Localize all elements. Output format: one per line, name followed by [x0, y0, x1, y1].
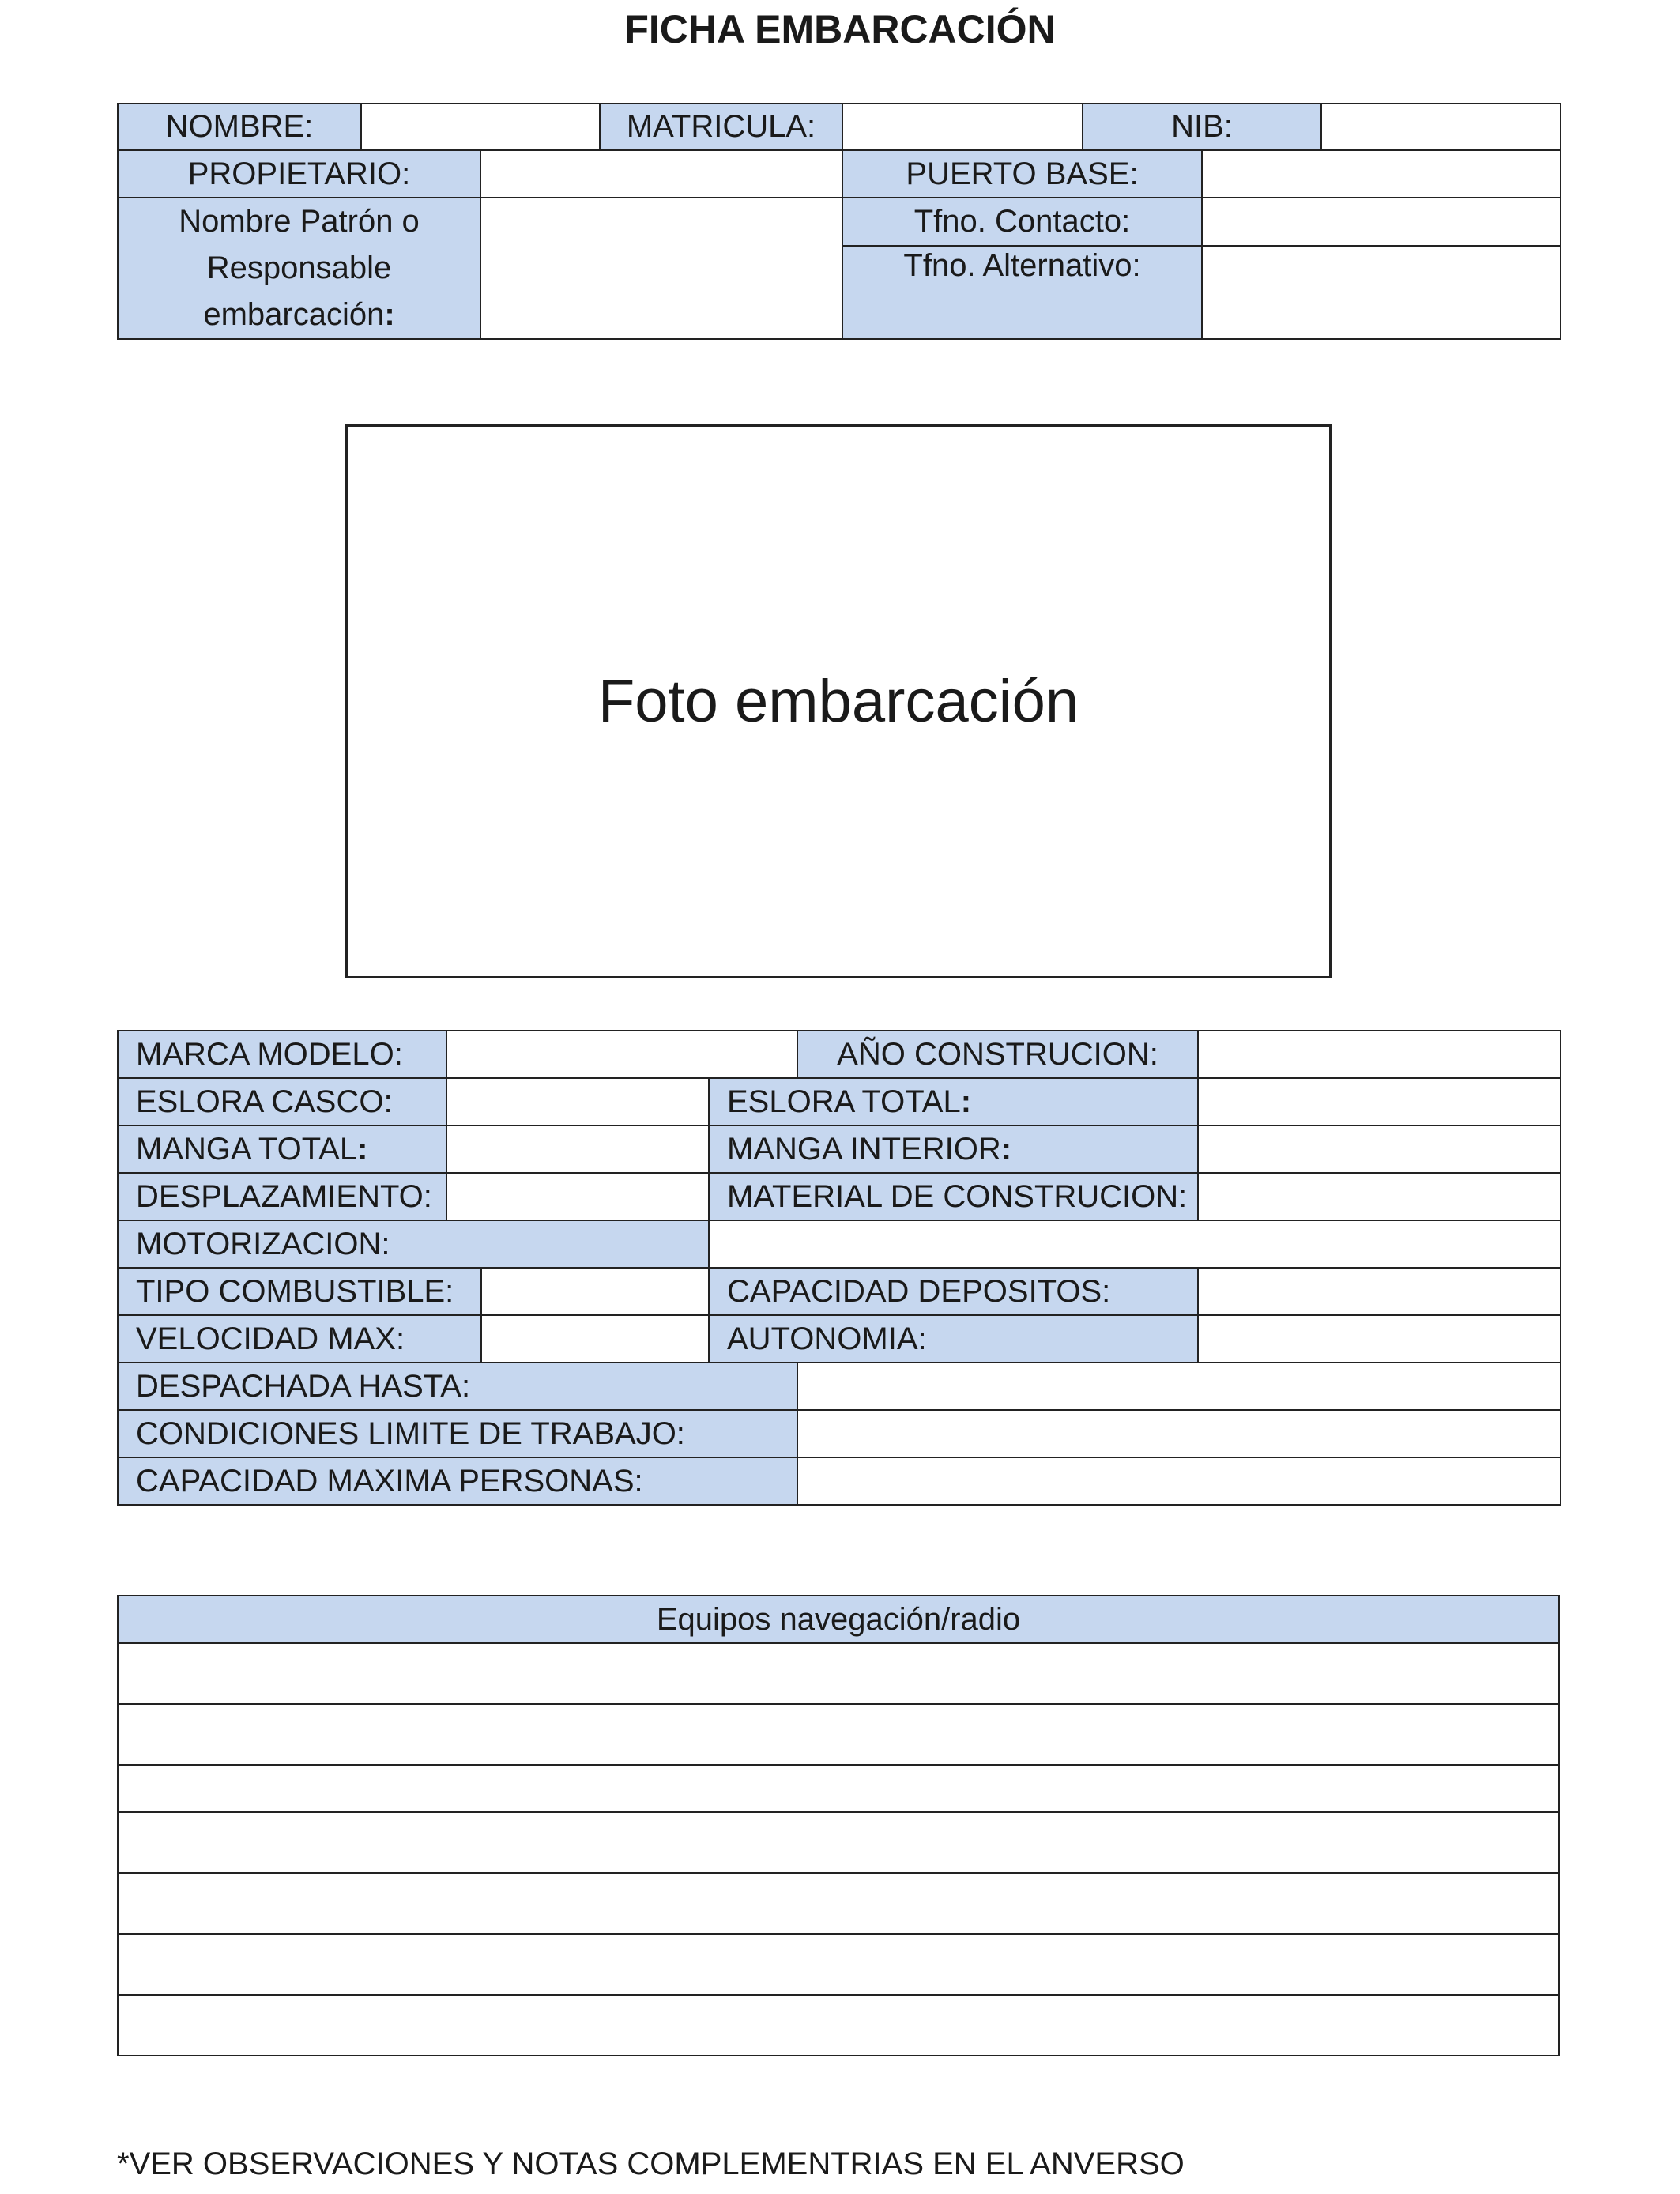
desplazamiento-field[interactable] — [446, 1173, 709, 1220]
patron-field[interactable] — [480, 198, 842, 339]
capacidad-maxima-personas-label: CAPACIDAD MAXIMA PERSONAS: — [118, 1457, 797, 1505]
manga-interior-colon: : — [1000, 1131, 1012, 1167]
manga-interior-label — [709, 1125, 1198, 1173]
propietario-field[interactable] — [480, 150, 842, 198]
manga-total-colon: : — [357, 1131, 368, 1167]
propietario-label: PROPIETARIO: — [118, 150, 480, 198]
photo-placeholder-label: Foto embarcación — [597, 668, 1079, 735]
equipment-row[interactable] — [118, 1995, 1559, 2056]
manga-interior-field[interactable] — [1198, 1125, 1561, 1173]
eslora-total-colon: : — [960, 1084, 972, 1119]
tfno-contacto-label: Tfno. Contacto: — [842, 198, 1202, 246]
patron-label-line2: Responsable — [206, 251, 392, 285]
despachada-hasta-label: DESPACHADA HASTA: — [118, 1363, 797, 1410]
marca-modelo-field[interactable] — [446, 1031, 797, 1078]
owner-info-table — [117, 103, 1561, 340]
tipo-combustible-field[interactable] — [481, 1268, 709, 1315]
footnote: *VER OBSERVACIONES Y NOTAS COMPLEMENTRIAS EN EL ANVERSO — [117, 2147, 1185, 2181]
autonomia-field[interactable] — [1198, 1315, 1561, 1363]
photo-placeholder[interactable] — [345, 424, 1332, 978]
equipment-row[interactable] — [118, 1934, 1559, 1995]
capacidad-depositos-label: CAPACIDAD DEPOSITOS: — [709, 1268, 1198, 1315]
autonomia-label: AUTONOMIA: — [709, 1315, 1198, 1363]
tfno-alternativo-label: Tfno. Alternativo: — [842, 246, 1202, 339]
equipment-row[interactable] — [118, 1812, 1559, 1873]
eslora-total-text: ESLORA TOTAL — [727, 1084, 961, 1119]
patron-label-colon: : — [384, 297, 395, 332]
eslora-total-label — [709, 1078, 1198, 1125]
patron-label-line1: Nombre Patrón o — [179, 204, 420, 239]
eslora-total-field[interactable] — [1198, 1078, 1561, 1125]
manga-total-label — [118, 1125, 446, 1173]
material-construcion-label: MATERIAL DE CONSTRUCION: — [709, 1173, 1198, 1220]
tipo-combustible-label: TIPO COMBUSTIBLE: — [118, 1268, 481, 1315]
patron-label — [118, 198, 480, 339]
equipment-table — [117, 1595, 1560, 2056]
motorizacion-label: MOTORIZACION: — [118, 1220, 709, 1268]
capacidad-depositos-field[interactable] — [1198, 1268, 1561, 1315]
condiciones-limite-label: CONDICIONES LIMITE DE TRABAJO: — [118, 1410, 797, 1457]
matricula-field[interactable] — [842, 104, 1083, 150]
nib-field[interactable] — [1321, 104, 1561, 150]
matricula-label: MATRICULA: — [600, 104, 842, 150]
ano-construcion-label: AÑO CONSTRUCION: — [797, 1031, 1198, 1078]
velocidad-max-field[interactable] — [481, 1315, 709, 1363]
specs-table — [117, 1030, 1561, 1506]
marca-modelo-label: MARCA MODELO: — [118, 1031, 446, 1078]
nombre-label: NOMBRE: — [118, 104, 361, 150]
tfno-contacto-field[interactable] — [1202, 198, 1561, 246]
nombre-field[interactable] — [361, 104, 600, 150]
equipment-row[interactable] — [118, 1873, 1559, 1934]
patron-label-line3: embarcación — [203, 297, 385, 332]
eslora-casco-field[interactable] — [446, 1078, 709, 1125]
tfno-alternativo-field[interactable] — [1202, 246, 1561, 339]
manga-total-text: MANGA TOTAL — [136, 1131, 358, 1167]
despachada-hasta-field[interactable] — [797, 1363, 1561, 1410]
motorizacion-field[interactable] — [709, 1220, 1561, 1268]
eslora-casco-label: ESLORA CASCO: — [118, 1078, 446, 1125]
ano-construcion-field[interactable] — [1198, 1031, 1561, 1078]
condiciones-limite-field[interactable] — [797, 1410, 1561, 1457]
puerto-base-label: PUERTO BASE: — [842, 150, 1202, 198]
material-construcion-field[interactable] — [1198, 1173, 1561, 1220]
equipment-table-header: Equipos navegación/radio — [118, 1596, 1559, 1643]
equipment-row[interactable] — [118, 1643, 1559, 1704]
page-title: FICHA EMBARCACIÓN — [624, 7, 1056, 51]
velocidad-max-label: VELOCIDAD MAX: — [118, 1315, 481, 1363]
manga-interior-text: MANGA INTERIOR — [727, 1131, 1001, 1167]
desplazamiento-label: DESPLAZAMIENTO: — [118, 1173, 446, 1220]
capacidad-maxima-personas-field[interactable] — [797, 1457, 1561, 1505]
puerto-base-field[interactable] — [1202, 150, 1561, 198]
equipment-row[interactable] — [118, 1704, 1559, 1765]
nib-label: NIB: — [1083, 104, 1321, 150]
equipment-row[interactable] — [118, 1765, 1559, 1812]
manga-total-field[interactable] — [446, 1125, 709, 1173]
